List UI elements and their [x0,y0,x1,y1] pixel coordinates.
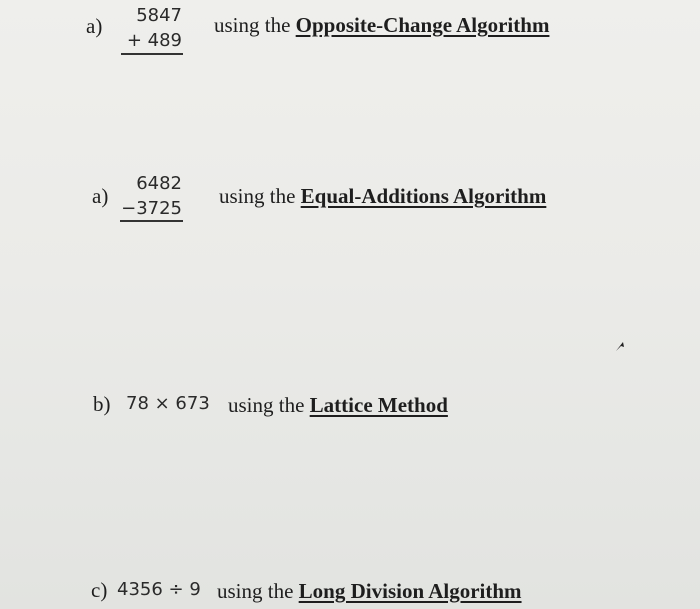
method-description [214,13,549,38]
method-prefix: using the [217,579,294,603]
addend-bottom: + 489 [126,30,182,51]
method-description [219,184,546,209]
method-prefix: using the [214,13,291,37]
addend-top: 5847 [136,5,182,26]
subtrahend: −3725 [121,198,182,219]
minuend: 6482 [136,173,182,194]
algorithm-name: Opposite-Change Algorithm [295,13,550,37]
method-prefix: using the [219,184,296,208]
algorithm-name: Equal-Additions Algorithm [300,184,547,208]
difference-rule [120,220,183,222]
problem-label: b) [93,392,111,416]
algorithm-name: Lattice Method [309,393,448,417]
problem-label: c) [91,578,108,602]
division-expression: 4356 ÷ 9 [117,579,201,600]
method-description [228,393,448,418]
sum-rule [121,53,183,55]
method-prefix: using the [228,393,305,417]
method-description [217,579,522,604]
algorithm-name: Long Division Algorithm [298,579,522,603]
problem-label: a) [86,14,103,38]
mouse-pointer-icon [614,339,626,353]
problem-label: a) [92,184,109,208]
multiplication-expression: 78 × 673 [126,393,210,414]
